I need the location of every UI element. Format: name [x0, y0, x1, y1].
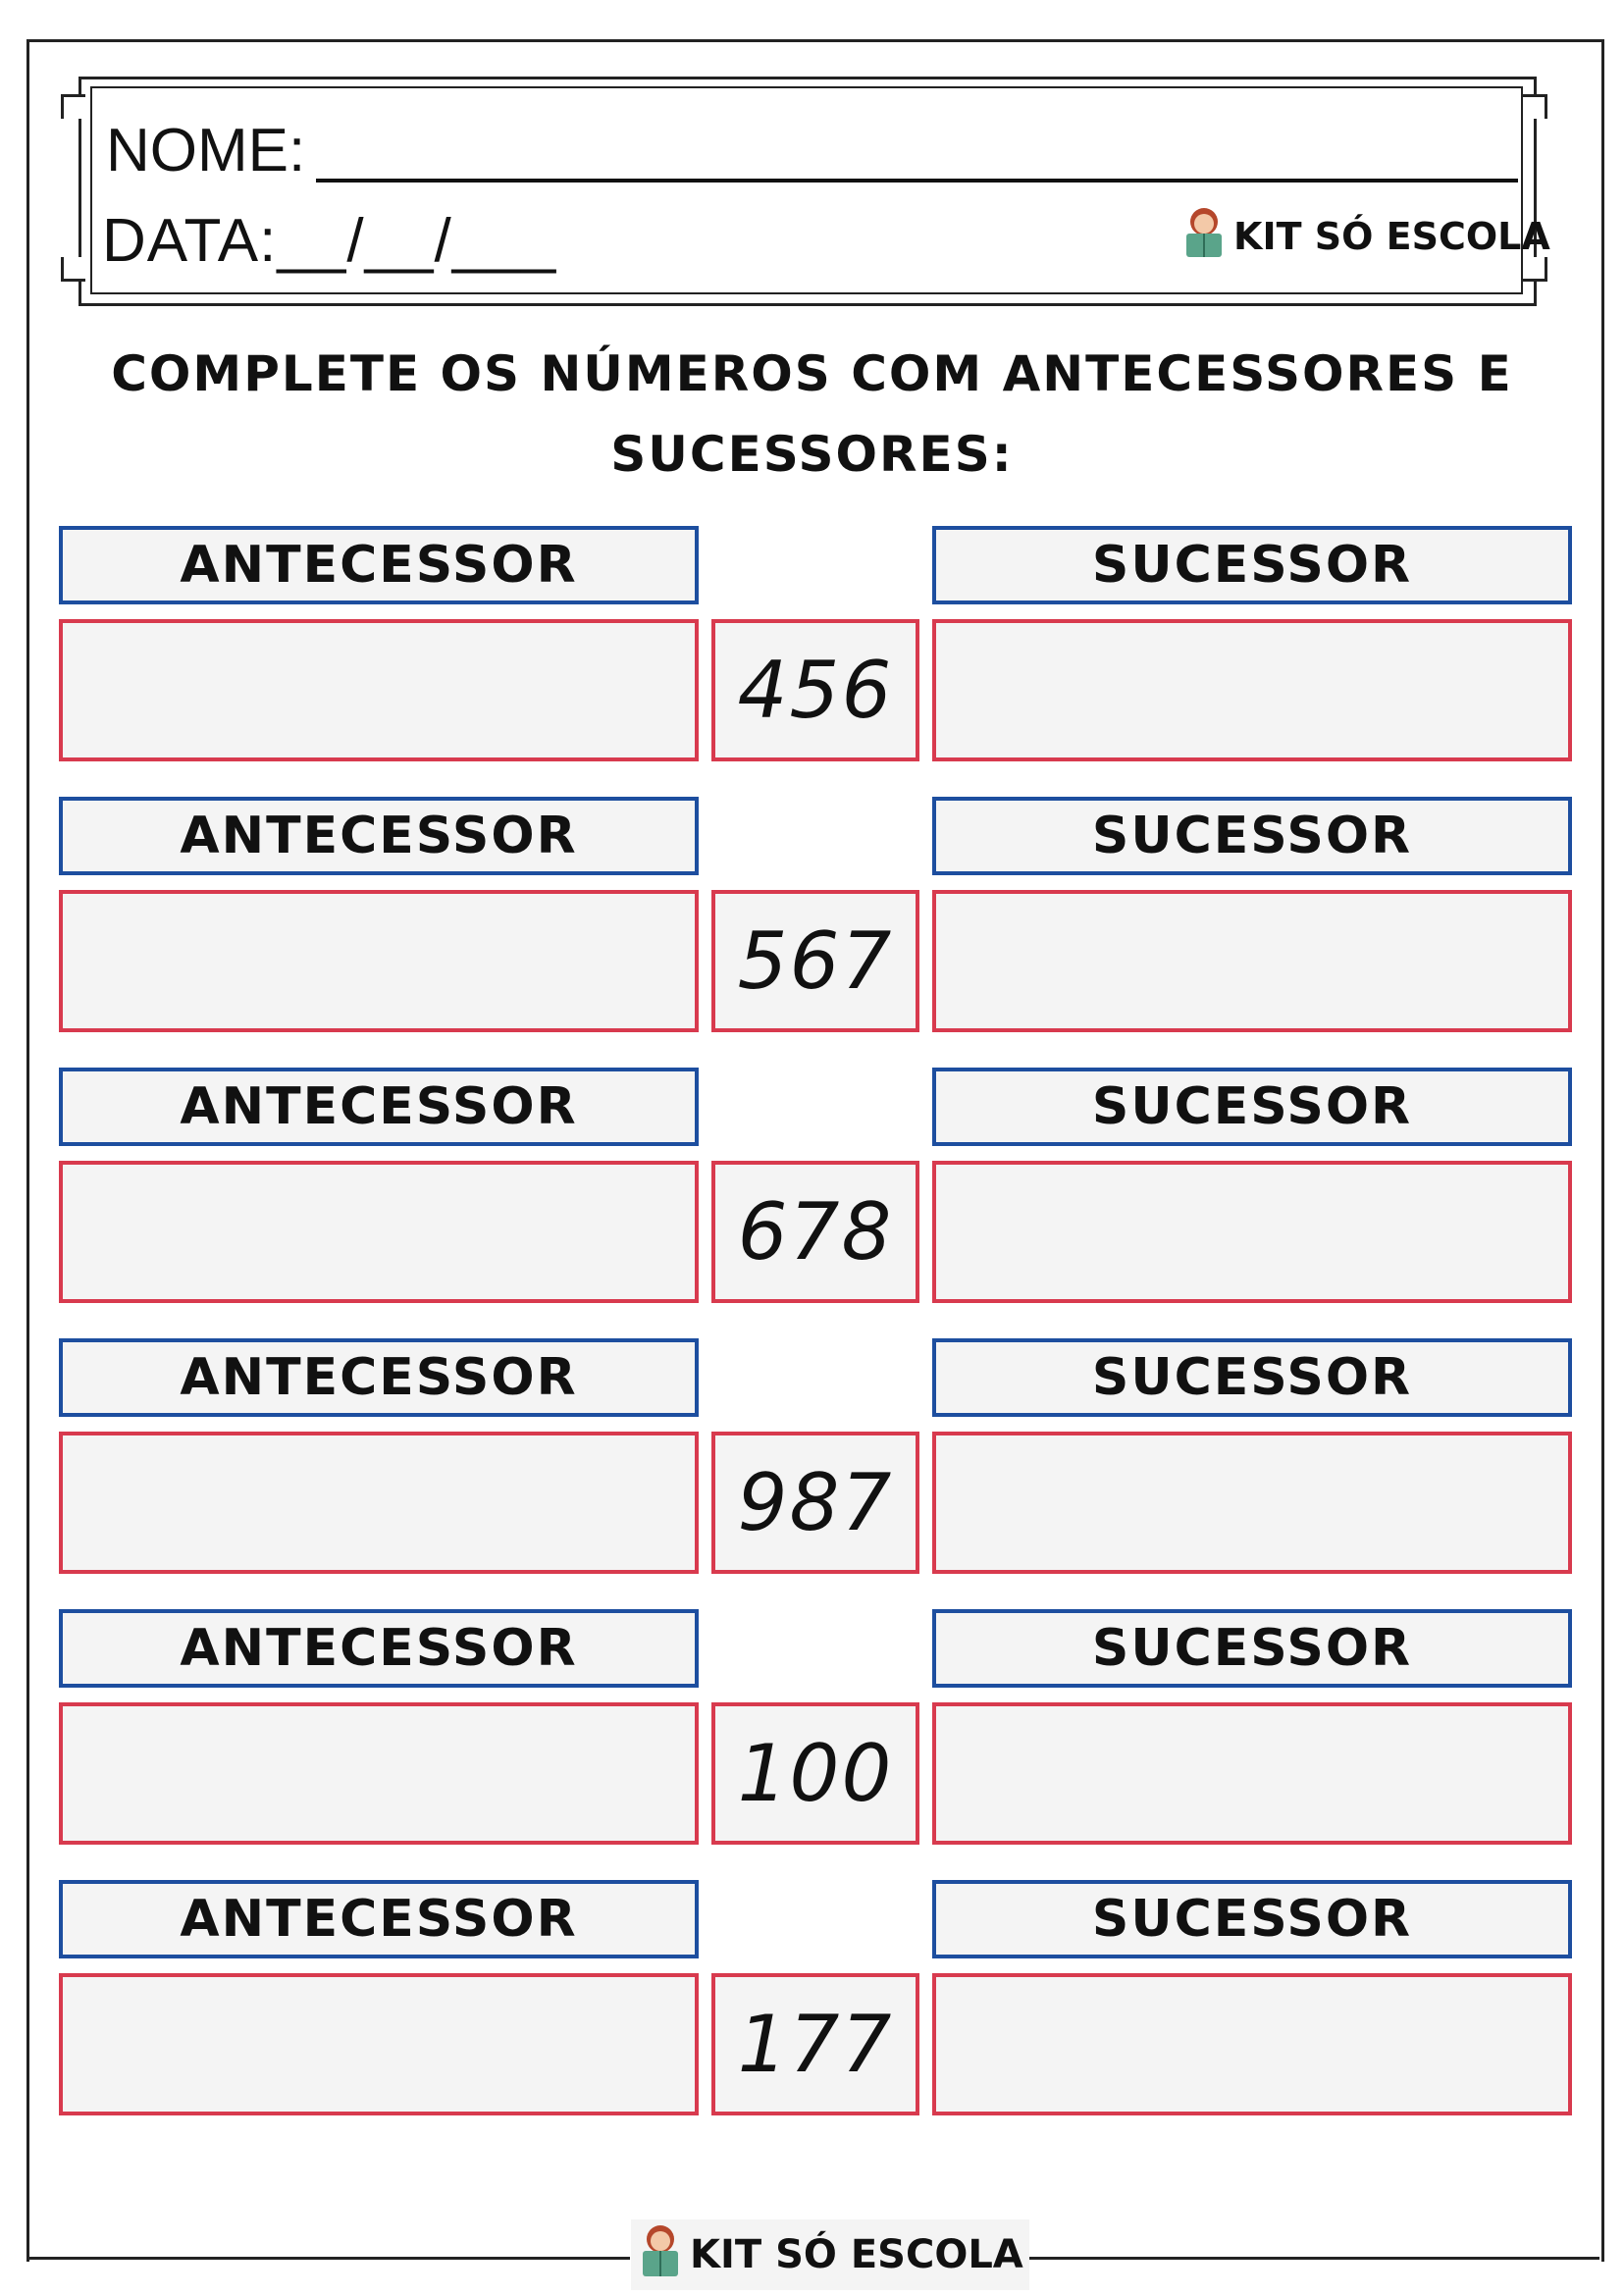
sucessor-answer-box[interactable]: [932, 619, 1572, 761]
footer-brand-text: KIT SÓ ESCOLA: [690, 2232, 1023, 2277]
instruction-text: COMPLETE OS NÚMEROS COM ANTECESSORES E SUCESSORES:: [111, 345, 1513, 483]
exercise-row: [0, 1338, 1624, 1574]
page-border-bottom: [996, 2257, 1599, 2260]
given-number: 567: [711, 890, 919, 1032]
sucessor-answer-box[interactable]: [932, 890, 1572, 1032]
date-field[interactable]: DATA:__/__/___: [102, 207, 557, 275]
antecessor-answer-box[interactable]: [59, 1702, 699, 1845]
sucessor-answer-box[interactable]: [932, 1702, 1572, 1845]
given-number: 987: [711, 1432, 919, 1574]
exercise-row: [0, 1609, 1624, 1845]
antecessor-answer-box[interactable]: [59, 1973, 699, 2115]
given-number: 100: [711, 1702, 919, 1845]
given-number: 678: [711, 1161, 919, 1303]
given-number: 456: [711, 619, 919, 761]
exercise-row: [0, 1880, 1624, 2115]
sucessor-label: SUCESSOR: [932, 526, 1572, 604]
sucessor-answer-box[interactable]: [932, 1161, 1572, 1303]
frame-corner: [1523, 94, 1547, 119]
girl-reading-book-icon: [637, 2221, 684, 2288]
frame-corner: [61, 257, 85, 282]
sucessor-label: SUCESSOR: [932, 797, 1572, 875]
footer-brand-logo: [631, 2219, 1029, 2290]
brand-logo: [1180, 204, 1550, 268]
name-field[interactable]: [316, 179, 1518, 183]
antecessor-label: ANTECESSOR: [59, 1338, 699, 1417]
page-border-bottom: [26, 2257, 630, 2260]
sucessor-label: SUCESSOR: [932, 1068, 1572, 1146]
sucessor-answer-box[interactable]: [932, 1973, 1572, 2115]
sucessor-label: SUCESSOR: [932, 1338, 1572, 1417]
given-number: 177: [711, 1973, 919, 2115]
sucessor-label: SUCESSOR: [932, 1609, 1572, 1688]
girl-reading-book-icon: [1180, 204, 1228, 268]
antecessor-label: ANTECESSOR: [59, 1068, 699, 1146]
exercise-row: [0, 1068, 1624, 1303]
name-label: NOME:: [106, 117, 306, 184]
antecessor-answer-box[interactable]: [59, 890, 699, 1032]
antecessor-label: ANTECESSOR: [59, 1880, 699, 1958]
sucessor-label: SUCESSOR: [932, 1880, 1572, 1958]
antecessor-label: ANTECESSOR: [59, 526, 699, 604]
exercise-row: [0, 797, 1624, 1032]
exercise-row: [0, 526, 1624, 761]
frame-corner: [61, 94, 85, 119]
antecessor-label: ANTECESSOR: [59, 797, 699, 875]
antecessor-answer-box[interactable]: [59, 619, 699, 761]
antecessor-answer-box[interactable]: [59, 1161, 699, 1303]
antecessor-label: ANTECESSOR: [59, 1609, 699, 1688]
brand-text: KIT SÓ ESCOLA: [1233, 214, 1550, 258]
sucessor-answer-box[interactable]: [932, 1432, 1572, 1574]
antecessor-answer-box[interactable]: [59, 1432, 699, 1574]
